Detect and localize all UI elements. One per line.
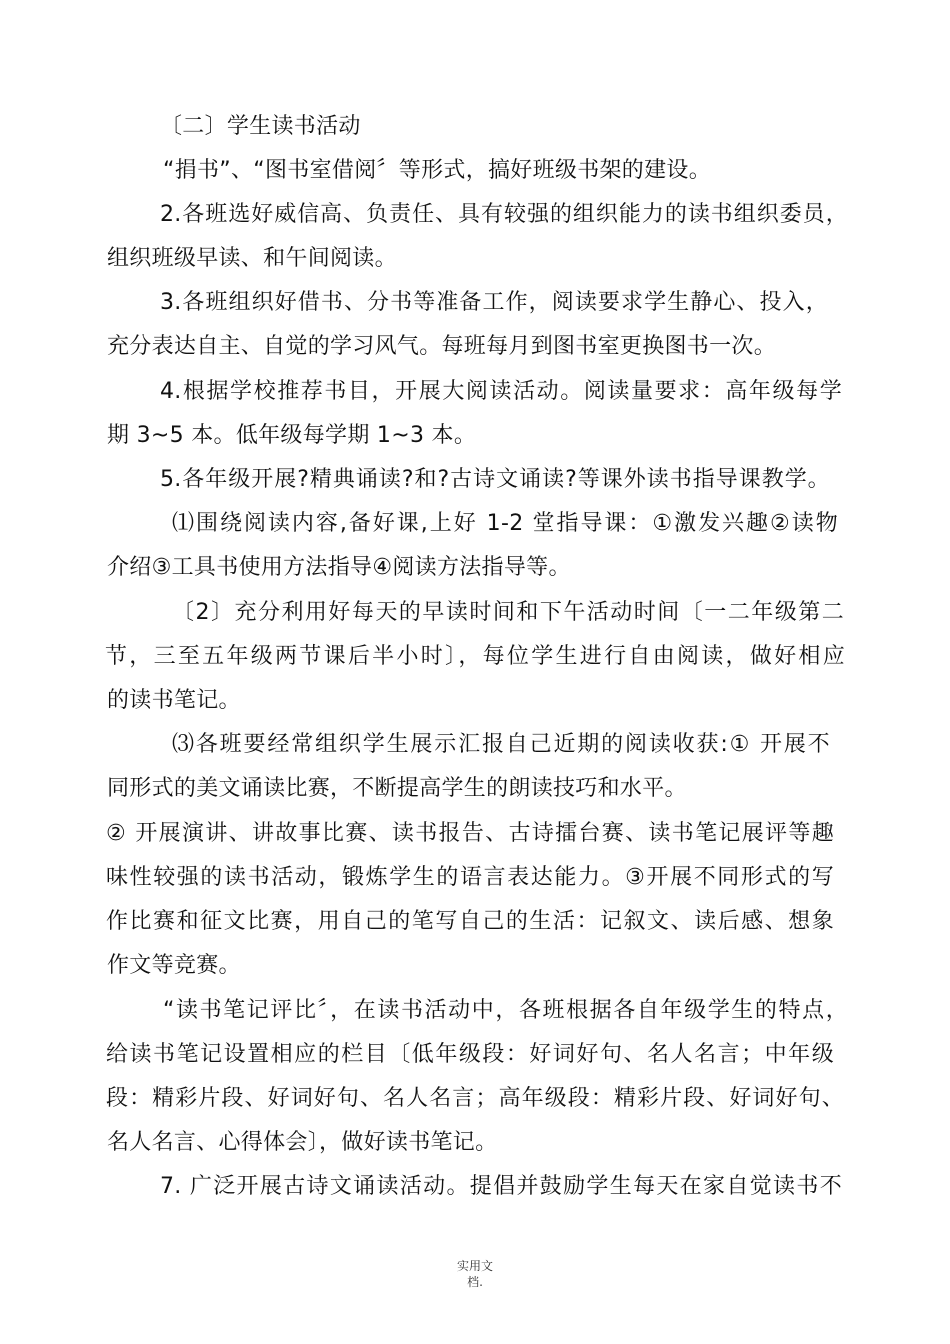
paragraph-line: 组织班级早读、和午间阅读。 [107, 246, 397, 271]
paragraph-line: 的读书笔记。 [107, 688, 241, 713]
paragraph-line: 味性较强的读书活动，锻炼学生的语言表达能力。③开展不同形式的写 [106, 865, 834, 890]
paragraph-line: 介绍③工具书使用方法指导④阅读方法指导等。 [107, 555, 571, 580]
paragraph-line: 充分表达自主、自觉的学习风气。每班每月到图书室更换图书一次。 [107, 334, 777, 359]
paragraph-line: 〔2〕充分利用好每天的早读时间和下午活动时间〔一二年级第二 [172, 600, 844, 625]
paragraph-line: 名人名言、心得体会〕，做好读书笔记。 [107, 1130, 498, 1155]
paragraph-line: 期 3~5 本。低年级每学期 1~3 本。 [107, 423, 477, 448]
footer-text-line1: 实用文 [456, 1259, 493, 1273]
paragraph-line: “捐书”、“图书室借阅〞等形式，搞好班级书架的建设。 [163, 158, 711, 183]
paragraph-line: 3.各班组织好借书、分书等准备工作，阅读要求学生静心、投入， [160, 290, 828, 315]
paragraph-line: 给读书笔记设置相应的栏目〔低年级段：好词好句、名人名言；中年级 [106, 1042, 834, 1067]
paragraph-line: 节，三至五年级两节课后半小时〕，每位学生进行自由阅读，做好相应 [105, 644, 845, 669]
section-heading: 〔二〕学生读书活动 [160, 114, 361, 139]
paragraph-line: 4.根据学校推荐书目，开展大阅读活动。阅读量要求：高年级每学 [160, 379, 842, 404]
paragraph-line: 段：精彩片段、好词好句、名人名言；高年级段：精彩片段、好词好句、 [106, 1086, 844, 1111]
paragraph-line: 同形式的美文诵读比赛，不断提高学生的朗读技巧和水平。 [107, 776, 687, 801]
paragraph-line: 作文等竞赛。 [107, 953, 241, 978]
paragraph-line: 5.各年级开展?精典诵读?和?古诗文诵读?等课外读书指导课教学。 [160, 467, 830, 492]
paragraph-line: ⑶各班要经常组织学生展示汇报自己近期的阅读收获:① 开展不 [172, 732, 830, 757]
paragraph-line: “读书笔记评比〞，在读书活动中，各班根据各自年级学生的特点， [163, 998, 848, 1023]
paragraph-line: ② 开展演讲、讲故事比赛、读书报告、古诗擂台赛、读书笔记展评等趣 [106, 821, 834, 846]
paragraph-line: 作比赛和征文比赛，用自己的笔写自己的生活：记叙文、读后感、想象 [106, 909, 834, 934]
paragraph-line: 7. 广泛开展古诗文诵读活动。提倡并鼓励学生每天在家自觉读书不 [160, 1174, 842, 1199]
paragraph-line: ⑴围绕阅读内容,备好课,上好 1-2 堂指导课：①激发兴趣②读物 [172, 511, 838, 536]
footer-text-line2: 档. [467, 1275, 483, 1289]
paragraph-line: 2.各班选好威信高、负责任、具有较强的组织能力的读书组织委员， [160, 202, 848, 227]
